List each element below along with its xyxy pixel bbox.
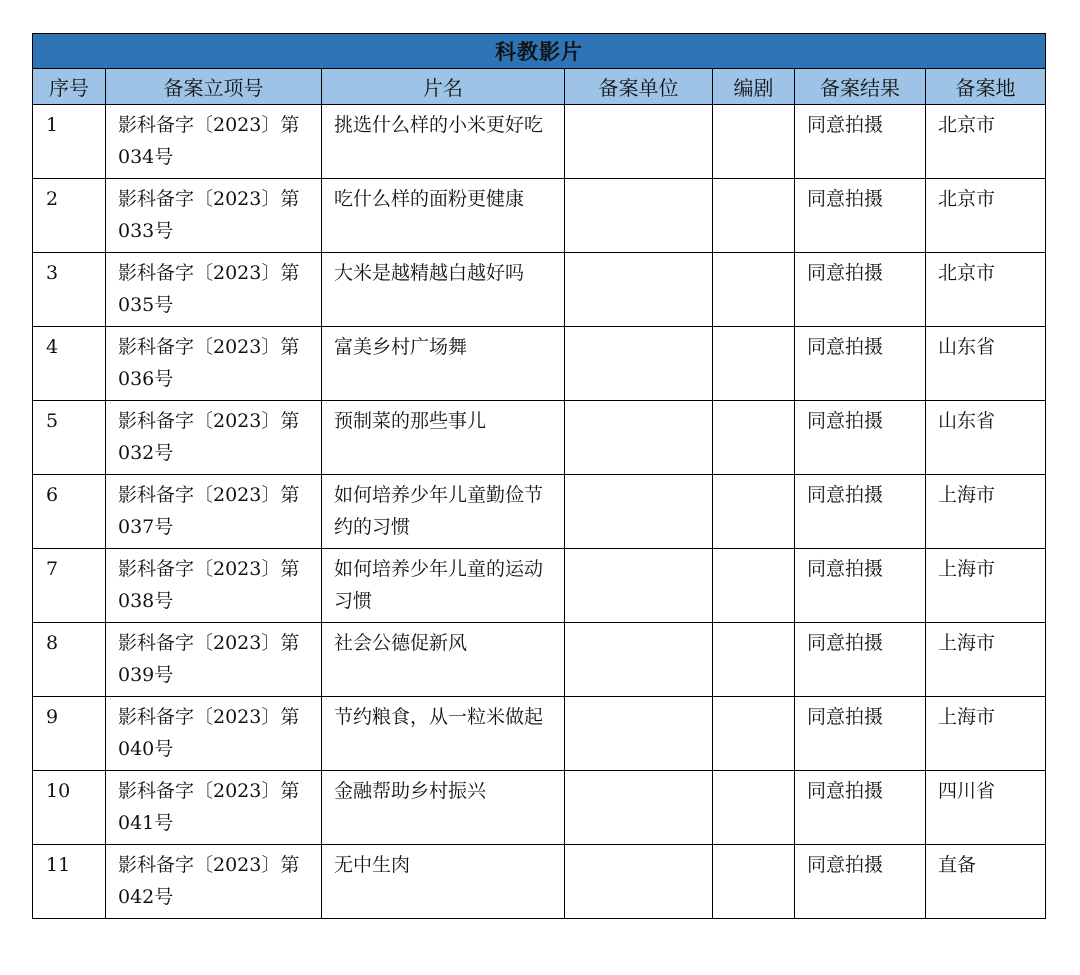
cell-record-result: 同意拍摄 bbox=[795, 401, 926, 475]
table-body bbox=[33, 105, 1046, 919]
table-row bbox=[33, 105, 1046, 179]
header-record-place: 备案地 bbox=[926, 69, 1046, 105]
cell-catalog-number: 影科备字〔2023〕第034号 bbox=[106, 105, 322, 179]
cell-record-result: 同意拍摄 bbox=[795, 697, 926, 771]
cell-writer bbox=[713, 253, 795, 327]
cell-record-result: 同意拍摄 bbox=[795, 105, 926, 179]
cell-record-result: 同意拍摄 bbox=[795, 327, 926, 401]
header-no: 序号 bbox=[33, 69, 106, 105]
cell-catalog-number: 影科备字〔2023〕第037号 bbox=[106, 475, 322, 549]
cell-writer bbox=[713, 549, 795, 623]
cell-record-unit bbox=[565, 105, 713, 179]
table-row bbox=[33, 475, 1046, 549]
table-row bbox=[33, 401, 1046, 475]
cell-record-unit bbox=[565, 845, 713, 919]
cell-record-place: 四川省 bbox=[926, 771, 1046, 845]
cell-writer bbox=[713, 179, 795, 253]
cell-catalog-number: 影科备字〔2023〕第040号 bbox=[106, 697, 322, 771]
cell-record-place: 上海市 bbox=[926, 623, 1046, 697]
cell-record-place: 上海市 bbox=[926, 475, 1046, 549]
cell-writer bbox=[713, 697, 795, 771]
header-writer: 编剧 bbox=[713, 69, 795, 105]
cell-writer bbox=[713, 845, 795, 919]
cell-record-unit bbox=[565, 697, 713, 771]
film-record-table bbox=[32, 33, 1046, 919]
cell-record-place: 北京市 bbox=[926, 105, 1046, 179]
cell-record-unit bbox=[565, 623, 713, 697]
cell-record-result: 同意拍摄 bbox=[795, 623, 926, 697]
cell-film-title: 无中生肉 bbox=[322, 845, 565, 919]
header-catalog-number: 备案立项号 bbox=[106, 69, 322, 105]
cell-record-place: 山东省 bbox=[926, 401, 1046, 475]
table-row bbox=[33, 623, 1046, 697]
cell-catalog-number: 影科备字〔2023〕第038号 bbox=[106, 549, 322, 623]
cell-no: 8 bbox=[33, 623, 106, 697]
cell-record-place: 直备 bbox=[926, 845, 1046, 919]
cell-record-place: 山东省 bbox=[926, 327, 1046, 401]
cell-film-title: 富美乡村广场舞 bbox=[322, 327, 565, 401]
header-film-title: 片名 bbox=[322, 69, 565, 105]
cell-record-result: 同意拍摄 bbox=[795, 253, 926, 327]
cell-film-title: 金融帮助乡村振兴 bbox=[322, 771, 565, 845]
cell-record-unit bbox=[565, 771, 713, 845]
cell-record-result: 同意拍摄 bbox=[795, 549, 926, 623]
table-row bbox=[33, 697, 1046, 771]
cell-writer bbox=[713, 475, 795, 549]
cell-no: 6 bbox=[33, 475, 106, 549]
cell-film-title: 挑选什么样的小米更好吃 bbox=[322, 105, 565, 179]
cell-record-unit bbox=[565, 179, 713, 253]
cell-film-title: 如何培养少年儿童勤俭节约的习惯 bbox=[322, 475, 565, 549]
document-page bbox=[32, 33, 1045, 919]
table-title: 科教影片 bbox=[33, 34, 1046, 69]
cell-catalog-number: 影科备字〔2023〕第036号 bbox=[106, 327, 322, 401]
cell-film-title: 节约粮食，从一粒米做起 bbox=[322, 697, 565, 771]
table-row bbox=[33, 179, 1046, 253]
cell-catalog-number: 影科备字〔2023〕第033号 bbox=[106, 179, 322, 253]
cell-no: 4 bbox=[33, 327, 106, 401]
cell-record-unit bbox=[565, 327, 713, 401]
cell-writer bbox=[713, 623, 795, 697]
cell-film-title: 吃什么样的面粉更健康 bbox=[322, 179, 565, 253]
cell-writer bbox=[713, 327, 795, 401]
cell-no: 9 bbox=[33, 697, 106, 771]
cell-catalog-number: 影科备字〔2023〕第041号 bbox=[106, 771, 322, 845]
cell-record-result: 同意拍摄 bbox=[795, 845, 926, 919]
table-row bbox=[33, 549, 1046, 623]
cell-catalog-number: 影科备字〔2023〕第042号 bbox=[106, 845, 322, 919]
cell-no: 10 bbox=[33, 771, 106, 845]
cell-writer bbox=[713, 771, 795, 845]
table-row bbox=[33, 771, 1046, 845]
cell-film-title: 如何培养少年儿童的运动习惯 bbox=[322, 549, 565, 623]
cell-record-unit bbox=[565, 475, 713, 549]
cell-film-title: 社会公德促新风 bbox=[322, 623, 565, 697]
table-row bbox=[33, 253, 1046, 327]
cell-film-title: 预制菜的那些事儿 bbox=[322, 401, 565, 475]
table-row bbox=[33, 845, 1046, 919]
cell-writer bbox=[713, 105, 795, 179]
cell-film-title: 大米是越精越白越好吗 bbox=[322, 253, 565, 327]
table-title-row bbox=[33, 34, 1046, 69]
cell-no: 2 bbox=[33, 179, 106, 253]
cell-catalog-number: 影科备字〔2023〕第035号 bbox=[106, 253, 322, 327]
cell-no: 11 bbox=[33, 845, 106, 919]
cell-record-place: 上海市 bbox=[926, 697, 1046, 771]
table-header-row bbox=[33, 69, 1046, 105]
cell-record-unit bbox=[565, 253, 713, 327]
cell-no: 3 bbox=[33, 253, 106, 327]
cell-record-result: 同意拍摄 bbox=[795, 475, 926, 549]
cell-record-place: 上海市 bbox=[926, 549, 1046, 623]
cell-no: 5 bbox=[33, 401, 106, 475]
cell-record-place: 北京市 bbox=[926, 179, 1046, 253]
header-record-result: 备案结果 bbox=[795, 69, 926, 105]
cell-record-unit bbox=[565, 549, 713, 623]
cell-no: 1 bbox=[33, 105, 106, 179]
cell-catalog-number: 影科备字〔2023〕第039号 bbox=[106, 623, 322, 697]
cell-record-result: 同意拍摄 bbox=[795, 179, 926, 253]
cell-writer bbox=[713, 401, 795, 475]
cell-record-place: 北京市 bbox=[926, 253, 1046, 327]
cell-no: 7 bbox=[33, 549, 106, 623]
table-row bbox=[33, 327, 1046, 401]
cell-record-unit bbox=[565, 401, 713, 475]
cell-record-result: 同意拍摄 bbox=[795, 771, 926, 845]
cell-catalog-number: 影科备字〔2023〕第032号 bbox=[106, 401, 322, 475]
header-record-unit: 备案单位 bbox=[565, 69, 713, 105]
